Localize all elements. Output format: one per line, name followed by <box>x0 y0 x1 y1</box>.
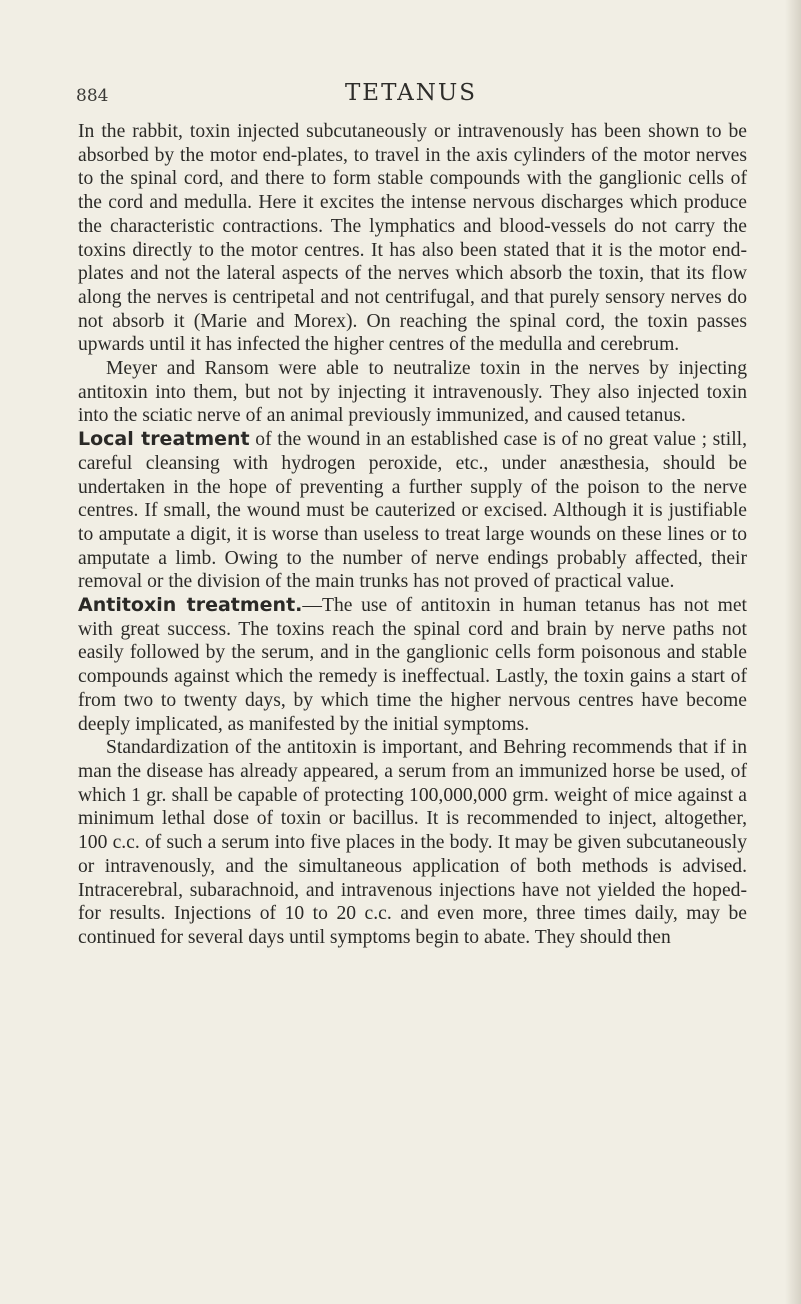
running-title: TETANUS <box>344 80 478 106</box>
running-head <box>76 80 746 110</box>
paragraph-standardization: Standardization of the antitoxin is important, and Behring recommends that if in man the disease has already appeared, a serum from an immunized horse be used, of which 1 gr. shall be capable of protecting 100,000,000 grm. weight of mice against a minimum lethal dose of toxin or bacillus. It is recommended to inject, altogether, 100 c.c. of such a serum into five places in the body. It may be given subcutaneously or intravenously, and the simultaneous application of both methods is advised. Intracerebral, subarachnoid, and intravenous injections have not yielded the hoped-for results. Injections of 10 to 20 c.c. and even more, three times daily, may be continued for several days until symptoms begin to abate. They should then <box>78 737 747 948</box>
page-edge-shadow <box>785 0 801 1304</box>
page-number: 884 <box>76 86 109 106</box>
local-treatment-text: of the wound in an established case is of no great value ; still, careful cleansing with hydrogen peroxide, etc., under anæsthesia, should be undertaken in the hope of preventing a further supply of the poison to the nerve centres. If small, the wound must be cauterized or excised. Although it is justifiable to amputate a digit, it is worse than useless to treat large wounds on these lines or to amputate a limb. Owing to the number of nerve endings probably affected, their removal or the division of the main trunks has not proved of practical value. <box>78 429 747 593</box>
antitoxin-treatment-text: —The use of antitoxin in human tetanus has not met with great success. The toxins reach the spinal cord and brain by nerve paths not easily followed by the serum, and in the ganglionic cells form poisonous and stable compounds against which the remedy is ineffectual. Lastly, the toxin gains a start of from two to twenty days, by which time the higher nervous centres have become deeply implicated, as manifested by the initial symptoms. <box>78 595 748 735</box>
paragraph-rabbit-toxin: In the rabbit, toxin injected subcutaneously or intravenously has been shown to be absorbed by the motor end-plates, to travel in the axis cylinders of the motor nerves to the spinal cord, and there to form stable compounds with the ganglionic cells of the cord and medulla. Here it excites the intense nervous discharges which produce the characteristic contractions. The lymphatics and blood-vessels do not carry the toxins directly to the motor centres. It has also been stated that it is the motor end-plates and not the lateral aspects of the nerves which absorb the toxin, that its flow along the nerves is centripetal and not centrifugal, and that purely sensory nerves do not absorb it (Marie and Morex). On reaching the spinal cord, the toxin passes upwards until it has infected the higher centres of the medulla and cerebrum. <box>78 121 747 356</box>
body-text <box>78 120 747 950</box>
paragraph-local-treatment <box>78 428 747 594</box>
paragraph-meyer-ransom: Meyer and Ransom were able to neutralize toxin in the nerves by injecting antitoxin into them, but not by injecting it intravenously. They also injected toxin into the sciatic nerve of an animal previously immunized, and caused tetanus. <box>78 358 747 427</box>
paragraph-antitoxin-treatment <box>78 594 747 736</box>
local-treatment-heading: Local treatment <box>78 428 250 451</box>
antitoxin-treatment-heading: Antitoxin treatment. <box>78 594 303 617</box>
